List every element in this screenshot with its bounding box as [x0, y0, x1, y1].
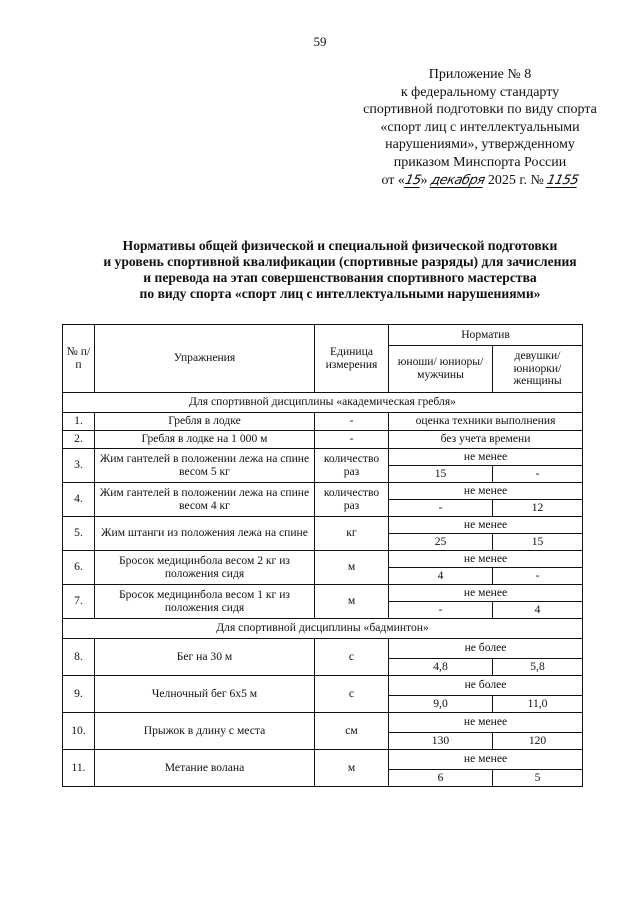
row-exercise: Жим гантелей в положении лежа на спине весом 5 кг — [95, 449, 315, 483]
handwritten-month: декабря — [429, 172, 487, 188]
row-condition: не менее — [389, 449, 583, 466]
row-num: 5. — [63, 517, 95, 551]
row-exercise: Метание волана — [95, 750, 315, 787]
row-num: 9. — [63, 676, 95, 713]
row-unit: с — [315, 676, 389, 713]
row-num: 7. — [63, 585, 95, 619]
row-unit: количество раз — [315, 483, 389, 517]
row-unit: м — [315, 750, 389, 787]
header-unit: Единица измерения — [315, 325, 389, 393]
date-prefix: от « — [381, 172, 405, 188]
row-exercise: Гребля в лодке — [95, 413, 315, 431]
row-male-value: 15 — [389, 466, 493, 483]
appendix-line: спортивной подготовки по виду спорта — [363, 102, 597, 118]
document-title — [40, 238, 640, 302]
row-exercise: Челночный бег 6х5 м — [95, 676, 315, 713]
section-header: Для спортивной дисциплины «бадминтон» — [63, 619, 583, 639]
row-female-value: 4 — [493, 602, 583, 619]
row-condition: не более — [389, 676, 583, 696]
row-female-value: 5 — [493, 770, 583, 787]
header-male: юноши/ юниоры/ мужчины — [389, 346, 493, 393]
row-female-value: 15 — [493, 534, 583, 551]
row-condition: не менее — [389, 483, 583, 500]
row-num: 6. — [63, 551, 95, 585]
row-unit: м — [315, 551, 389, 585]
row-exercise: Жим штанги из положения лежа на спине — [95, 517, 315, 551]
row-condition: не менее — [389, 517, 583, 534]
row-male-value: - — [389, 602, 493, 619]
row-num: 3. — [63, 449, 95, 483]
row-exercise: Бег на 30 м — [95, 639, 315, 676]
header-norm: Норматив — [389, 325, 583, 346]
appendix-line: к федеральному стандарту — [400, 84, 560, 100]
section-header: Для спортивной дисциплины «академическая гребля» — [63, 393, 583, 413]
row-female-value: 120 — [493, 733, 583, 750]
row-male-value: 6 — [389, 770, 493, 787]
title-line: Нормативы общей физической и специальной физической подготовки — [122, 238, 558, 253]
page-number: 59 — [313, 34, 327, 49]
row-male-value: - — [389, 500, 493, 517]
handwritten-day: 15 — [403, 172, 423, 188]
row-num: 11. — [63, 750, 95, 787]
row-exercise: Гребля в лодке на 1 000 м — [95, 431, 315, 449]
row-unit: см — [315, 713, 389, 750]
row-exercise: Жим гантелей в положении лежа на спине весом 4 кг — [95, 483, 315, 517]
row-female-value: - — [493, 466, 583, 483]
row-unit: - — [315, 413, 389, 431]
row-male-value: 130 — [389, 733, 493, 750]
row-male-value: 9,0 — [389, 696, 493, 713]
row-exercise: Бросок медицинбола весом 1 кг из положения сидя — [95, 585, 315, 619]
row-unit: количество раз — [315, 449, 389, 483]
row-num: 1. — [63, 413, 95, 431]
row-male-value: 25 — [389, 534, 493, 551]
appendix-line: нарушениями», утвержденному — [385, 137, 575, 153]
header-female: девушки/ юниорки/ женщины — [493, 346, 583, 393]
appendix-line: приказом Минспорта России — [393, 154, 567, 170]
row-condition: не менее — [389, 713, 583, 733]
row-condition: без учета времени — [389, 431, 583, 449]
title-line: и перевода на этап совершенствования спортивного мастерства — [143, 270, 537, 285]
appendix-line: «спорт лиц с интеллектуальными — [380, 119, 580, 135]
date-separator: » — [420, 172, 428, 188]
row-condition: не менее — [389, 585, 583, 602]
header-exercise: Упражнения — [95, 325, 315, 393]
header-num: № п/п — [63, 325, 95, 393]
row-male-value: 4,8 — [389, 659, 493, 676]
row-condition: не менее — [389, 551, 583, 568]
norms-table — [62, 324, 583, 787]
row-num: 2. — [63, 431, 95, 449]
row-male-value: 4 — [389, 568, 493, 585]
row-unit: кг — [315, 517, 389, 551]
row-unit: - — [315, 431, 389, 449]
date-year: 2025 г. № — [487, 172, 544, 188]
row-exercise: Прыжок в длину с места — [95, 713, 315, 750]
row-num: 8. — [63, 639, 95, 676]
row-unit: м — [315, 585, 389, 619]
handwritten-order-number: 1155 — [545, 172, 581, 188]
title-line: по виду спорта «спорт лиц с интеллектуальными нарушениями» — [139, 286, 541, 301]
row-num: 4. — [63, 483, 95, 517]
row-num: 10. — [63, 713, 95, 750]
row-condition: оценка техники выполнения — [389, 413, 583, 431]
appendix-line: Приложение № 8 — [428, 67, 532, 82]
row-condition: не менее — [389, 750, 583, 770]
appendix-block — [330, 66, 630, 189]
title-line: и уровень спортивной квалификации (спортивные разряды) для зачисления — [103, 254, 577, 269]
order-date-line — [330, 172, 630, 190]
row-exercise: Бросок медицинбола весом 2 кг из положения сидя — [95, 551, 315, 585]
row-female-value: 12 — [493, 500, 583, 517]
row-female-value: 5,8 — [493, 659, 583, 676]
row-female-value: - — [493, 568, 583, 585]
row-unit: с — [315, 639, 389, 676]
row-condition: не более — [389, 639, 583, 659]
row-female-value: 11,0 — [493, 696, 583, 713]
